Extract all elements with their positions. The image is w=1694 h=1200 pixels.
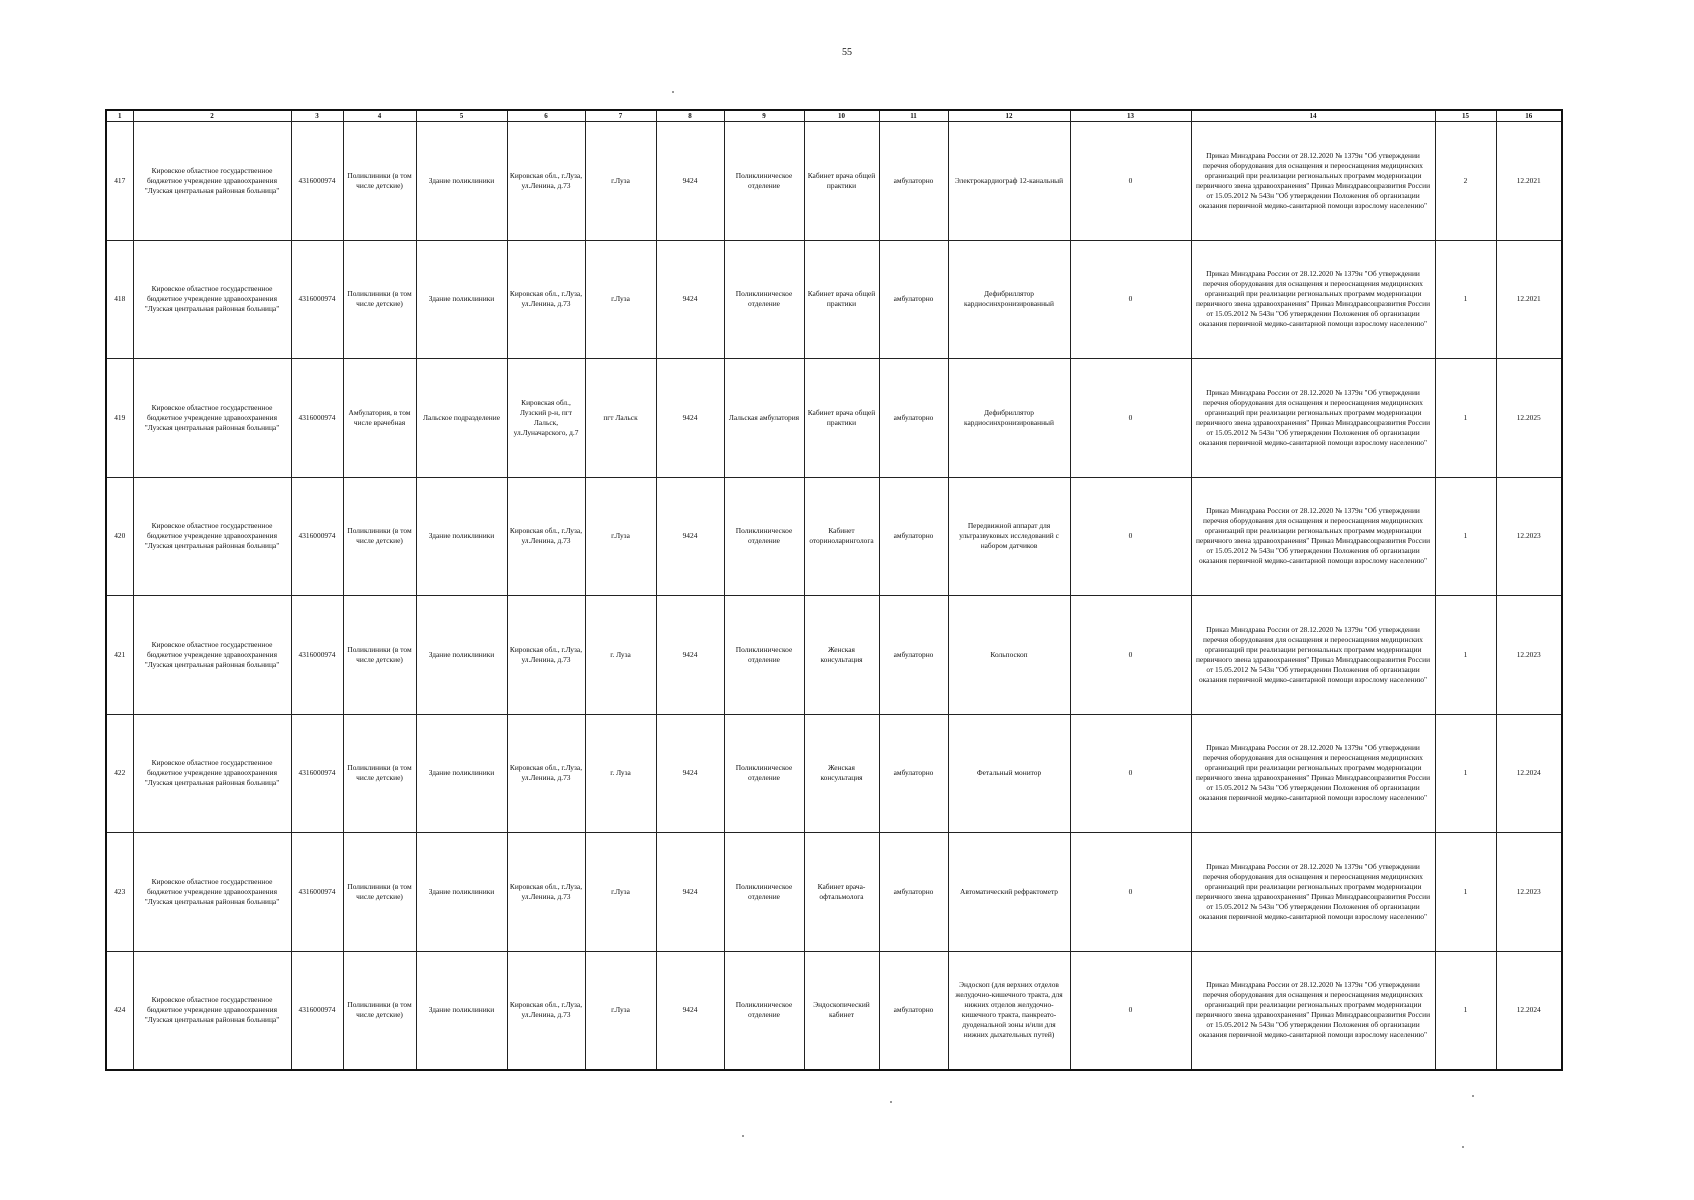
scan-speck	[672, 91, 674, 93]
legal-basis-cell: Приказ Минздрава России от 28.12.2020 № 1379н "Об утверждении перечня оборудования для оснащения и переоснащения медицинских организаций при реализации региональных программ модернизации первичного звена здравоохранения" Приказ Минздравсоцразвития России от 15.05.2012 № 543н "Об утверждении Положения об организации оказания первичной медико-санитарной помощи взрослому населению"	[1191, 951, 1435, 1070]
quantity-present-cell: 0	[1070, 122, 1191, 241]
row-number-cell: 419	[106, 359, 133, 478]
quantity-needed-cell: 1	[1435, 833, 1496, 952]
institution-cell: Кировское областное государственное бюджетное учреждение здравоохранения "Лузская центральная районная больница"	[133, 951, 291, 1070]
building-cell: Здание поликлиники	[416, 714, 507, 833]
row-number-cell: 424	[106, 951, 133, 1070]
date-cell: 12.2021	[1496, 240, 1562, 359]
address-cell: Кировская обл., г.Луза, ул.Ленина, д.73	[507, 833, 585, 952]
care-mode-cell: амбулаторно	[879, 122, 948, 241]
column-number-header: 12	[948, 110, 1070, 122]
quantity-needed-cell: 1	[1435, 596, 1496, 715]
table-row	[106, 240, 1562, 359]
date-cell: 12.2025	[1496, 359, 1562, 478]
quantity-needed-cell: 1	[1435, 359, 1496, 478]
column-number-header: 8	[656, 110, 724, 122]
address-cell: Кировская обл., г.Луза, ул.Ленина, д.73	[507, 477, 585, 596]
facility-type-cell: Поликлиники (в том числе детские)	[343, 596, 416, 715]
row-number-cell: 422	[106, 714, 133, 833]
locality-cell: пгт Лальск	[585, 359, 656, 478]
care-mode-cell: амбулаторно	[879, 359, 948, 478]
address-cell: Кировская обл., г.Луза, ул.Ленина, д.73	[507, 951, 585, 1070]
locality-cell: г.Луза	[585, 477, 656, 596]
quantity-needed-cell: 1	[1435, 714, 1496, 833]
equipment-cell: Фетальный монитор	[948, 714, 1070, 833]
institution-cell: Кировское областное государственное бюджетное учреждение здравоохранения "Лузская центральная районная больница"	[133, 240, 291, 359]
quantity-present-cell: 0	[1070, 714, 1191, 833]
quantity-present-cell: 0	[1070, 359, 1191, 478]
column-number-header: 1	[106, 110, 133, 122]
date-cell: 12.2023	[1496, 596, 1562, 715]
institution-cell: Кировское областное государственное бюджетное учреждение здравоохранения "Лузская центральная районная больница"	[133, 596, 291, 715]
column-number-header: 4	[343, 110, 416, 122]
cabinet-cell: Эндоскопический кабинет	[804, 951, 879, 1070]
cabinet-cell: Кабинет врача-офтальмолога	[804, 833, 879, 952]
column-number-header: 13	[1070, 110, 1191, 122]
code-cell: 9424	[656, 714, 724, 833]
care-mode-cell: амбулаторно	[879, 714, 948, 833]
building-cell: Здание поликлиники	[416, 240, 507, 359]
institution-cell: Кировское областное государственное бюджетное учреждение здравоохранения "Лузская центральная районная больница"	[133, 477, 291, 596]
column-number-header: 3	[291, 110, 343, 122]
locality-cell: г.Луза	[585, 833, 656, 952]
inn-cell: 4316000974	[291, 477, 343, 596]
scan-speck	[742, 1135, 744, 1137]
building-cell: Здание поликлиники	[416, 122, 507, 241]
address-cell: Кировская обл., Лузский р-н, пгт Лальск, ул.Луначарского, д.7	[507, 359, 585, 478]
facility-type-cell: Поликлиники (в том числе детские)	[343, 951, 416, 1070]
table-row	[106, 477, 1562, 596]
building-cell: Лальское подразделение	[416, 359, 507, 478]
department-cell: Поликлиническое отделение	[724, 477, 804, 596]
care-mode-cell: амбулаторно	[879, 477, 948, 596]
inn-cell: 4316000974	[291, 359, 343, 478]
legal-basis-cell: Приказ Минздрава России от 28.12.2020 № 1379н "Об утверждении перечня оборудования для оснащения и переоснащения медицинских организаций при реализации региональных программ модернизации первичного звена здравоохранения" Приказ Минздравсоцразвития России от 15.05.2012 № 543н "Об утверждении Положения об организации оказания первичной медико-санитарной помощи взрослому населению"	[1191, 714, 1435, 833]
table-row	[106, 359, 1562, 478]
row-number-cell: 417	[106, 122, 133, 241]
inn-cell: 4316000974	[291, 240, 343, 359]
equipment-cell: Электрокардиограф 12-канальный	[948, 122, 1070, 241]
quantity-present-cell: 0	[1070, 596, 1191, 715]
column-number-header: 10	[804, 110, 879, 122]
department-cell: Лальская амбулатория	[724, 359, 804, 478]
department-cell: Поликлиническое отделение	[724, 951, 804, 1070]
quantity-needed-cell: 1	[1435, 477, 1496, 596]
page-number: 55	[842, 47, 852, 58]
locality-cell: г.Луза	[585, 240, 656, 359]
date-cell: 12.2023	[1496, 477, 1562, 596]
equipment-cell: Передвижной аппарат для ультразвуковых исследований с набором датчиков	[948, 477, 1070, 596]
department-cell: Поликлиническое отделение	[724, 240, 804, 359]
building-cell: Здание поликлиники	[416, 596, 507, 715]
legal-basis-cell: Приказ Минздрава России от 28.12.2020 № 1379н "Об утверждении перечня оборудования для оснащения и переоснащения медицинских организаций при реализации региональных программ модернизации первичного звена здравоохранения" Приказ Минздравсоцразвития России от 15.05.2012 № 543н "Об утверждении Положения об организации оказания первичной медико-санитарной помощи взрослому населению"	[1191, 359, 1435, 478]
inn-cell: 4316000974	[291, 833, 343, 952]
quantity-present-cell: 0	[1070, 833, 1191, 952]
code-cell: 9424	[656, 122, 724, 241]
quantity-needed-cell: 1	[1435, 951, 1496, 1070]
code-cell: 9424	[656, 596, 724, 715]
scan-speck	[1472, 1095, 1474, 1097]
cabinet-cell: Кабинет врача общей практики	[804, 122, 879, 241]
legal-basis-cell: Приказ Минздрава России от 28.12.2020 № 1379н "Об утверждении перечня оборудования для оснащения и переоснащения медицинских организаций при реализации региональных программ модернизации первичного звена здравоохранения" Приказ Минздравсоцразвития России от 15.05.2012 № 543н "Об утверждении Положения об организации оказания первичной медико-санитарной помощи взрослому населению"	[1191, 477, 1435, 596]
equipment-cell: Эндоскоп (для верхних отделов желудочно-кишечного тракта, для нижних отделов желудочно-кишечного тракта, панкреато-дуоденальной зоны и/или для нижних дыхательных путей)	[948, 951, 1070, 1070]
department-cell: Поликлиническое отделение	[724, 833, 804, 952]
code-cell: 9424	[656, 951, 724, 1070]
locality-cell: г. Луза	[585, 596, 656, 715]
institution-cell: Кировское областное государственное бюджетное учреждение здравоохранения "Лузская центральная районная больница"	[133, 122, 291, 241]
institution-cell: Кировское областное государственное бюджетное учреждение здравоохранения "Лузская центральная районная больница"	[133, 833, 291, 952]
legal-basis-cell: Приказ Минздрава России от 28.12.2020 № 1379н "Об утверждении перечня оборудования для оснащения и переоснащения медицинских организаций при реализации региональных программ модернизации первичного звена здравоохранения" Приказ Минздравсоцразвития России от 15.05.2012 № 543н "Об утверждении Положения об организации оказания первичной медико-санитарной помощи взрослому населению"	[1191, 122, 1435, 241]
row-number-cell: 423	[106, 833, 133, 952]
address-cell: Кировская обл., г.Луза, ул.Ленина, д.73	[507, 240, 585, 359]
column-number-header: 15	[1435, 110, 1496, 122]
legal-basis-cell: Приказ Минздрава России от 28.12.2020 № 1379н "Об утверждении перечня оборудования для оснащения и переоснащения медицинских организаций при реализации региональных программ модернизации первичного звена здравоохранения" Приказ Минздравсоцразвития России от 15.05.2012 № 543н "Об утверждении Положения об организации оказания первичной медико-санитарной помощи взрослому населению"	[1191, 596, 1435, 715]
care-mode-cell: амбулаторно	[879, 596, 948, 715]
date-cell: 12.2023	[1496, 833, 1562, 952]
column-number-header: 7	[585, 110, 656, 122]
column-number-header: 14	[1191, 110, 1435, 122]
equipment-register-table	[105, 109, 1563, 1071]
scan-speck	[890, 1101, 892, 1103]
table-row	[106, 714, 1562, 833]
inn-cell: 4316000974	[291, 714, 343, 833]
column-number-header: 6	[507, 110, 585, 122]
table-row	[106, 833, 1562, 952]
facility-type-cell: Поликлиники (в том числе детские)	[343, 477, 416, 596]
row-number-cell: 418	[106, 240, 133, 359]
column-number-header: 9	[724, 110, 804, 122]
institution-cell: Кировское областное государственное бюджетное учреждение здравоохранения "Лузская центральная районная больница"	[133, 714, 291, 833]
equipment-cell: Дефибриллятор кардиосинхронизированный	[948, 359, 1070, 478]
row-number-cell: 421	[106, 596, 133, 715]
building-cell: Здание поликлиники	[416, 477, 507, 596]
facility-type-cell: Поликлиники (в том числе детские)	[343, 122, 416, 241]
table-body	[106, 122, 1562, 1070]
care-mode-cell: амбулаторно	[879, 833, 948, 952]
address-cell: Кировская обл., г.Луза, ул.Ленина, д.73	[507, 596, 585, 715]
code-cell: 9424	[656, 833, 724, 952]
facility-type-cell: Поликлиники (в том числе детские)	[343, 240, 416, 359]
legal-basis-cell: Приказ Минздрава России от 28.12.2020 № 1379н "Об утверждении перечня оборудования для оснащения и переоснащения медицинских организаций при реализации региональных программ модернизации первичного звена здравоохранения" Приказ Минздравсоцразвития России от 15.05.2012 № 543н "Об утверждении Положения об организации оказания первичной медико-санитарной помощи взрослому населению"	[1191, 833, 1435, 952]
address-cell: Кировская обл., г.Луза, ул.Ленина, д.73	[507, 714, 585, 833]
table-row	[106, 951, 1562, 1070]
code-cell: 9424	[656, 477, 724, 596]
building-cell: Здание поликлиники	[416, 833, 507, 952]
institution-cell: Кировское областное государственное бюджетное учреждение здравоохранения "Лузская центральная районная больница"	[133, 359, 291, 478]
quantity-needed-cell: 2	[1435, 122, 1496, 241]
cabinet-cell: Женская консультация	[804, 714, 879, 833]
scan-speck	[1462, 1146, 1464, 1148]
table-row	[106, 122, 1562, 241]
date-cell: 12.2024	[1496, 951, 1562, 1070]
cabinet-cell: Кабинет оториноларинголога	[804, 477, 879, 596]
department-cell: Поликлиническое отделение	[724, 714, 804, 833]
equipment-cell: Кольпоскоп	[948, 596, 1070, 715]
inn-cell: 4316000974	[291, 596, 343, 715]
quantity-present-cell: 0	[1070, 477, 1191, 596]
cabinet-cell: Кабинет врача общей практики	[804, 240, 879, 359]
cabinet-cell: Женская консультация	[804, 596, 879, 715]
care-mode-cell: амбулаторно	[879, 240, 948, 359]
facility-type-cell: Амбулатория, в том числе врачебная	[343, 359, 416, 478]
address-cell: Кировская обл., г.Луза, ул.Ленина, д.73	[507, 122, 585, 241]
column-number-header: 16	[1496, 110, 1562, 122]
inn-cell: 4316000974	[291, 122, 343, 241]
facility-type-cell: Поликлиники (в том числе детские)	[343, 833, 416, 952]
date-cell: 12.2024	[1496, 714, 1562, 833]
table-row	[106, 596, 1562, 715]
department-cell: Поликлиническое отделение	[724, 596, 804, 715]
locality-cell: г. Луза	[585, 714, 656, 833]
locality-cell: г.Луза	[585, 122, 656, 241]
row-number-cell: 420	[106, 477, 133, 596]
building-cell: Здание поликлиники	[416, 951, 507, 1070]
equipment-cell: Автоматический рефрактометр	[948, 833, 1070, 952]
cabinet-cell: Кабинет врача общей практики	[804, 359, 879, 478]
care-mode-cell: амбулаторно	[879, 951, 948, 1070]
column-number-header: 11	[879, 110, 948, 122]
column-number-header: 5	[416, 110, 507, 122]
column-number-header: 2	[133, 110, 291, 122]
department-cell: Поликлиническое отделение	[724, 122, 804, 241]
code-cell: 9424	[656, 359, 724, 478]
column-number-row	[106, 110, 1562, 122]
quantity-present-cell: 0	[1070, 951, 1191, 1070]
code-cell: 9424	[656, 240, 724, 359]
locality-cell: г.Луза	[585, 951, 656, 1070]
quantity-needed-cell: 1	[1435, 240, 1496, 359]
inn-cell: 4316000974	[291, 951, 343, 1070]
equipment-cell: Дефибриллятор кардиосинхронизированный	[948, 240, 1070, 359]
date-cell: 12.2021	[1496, 122, 1562, 241]
facility-type-cell: Поликлиники (в том числе детские)	[343, 714, 416, 833]
legal-basis-cell: Приказ Минздрава России от 28.12.2020 № 1379н "Об утверждении перечня оборудования для оснащения и переоснащения медицинских организаций при реализации региональных программ модернизации первичного звена здравоохранения" Приказ Минздравсоцразвития России от 15.05.2012 № 543н "Об утверждении Положения об организации оказания первичной медико-санитарной помощи взрослому населению"	[1191, 240, 1435, 359]
quantity-present-cell: 0	[1070, 240, 1191, 359]
